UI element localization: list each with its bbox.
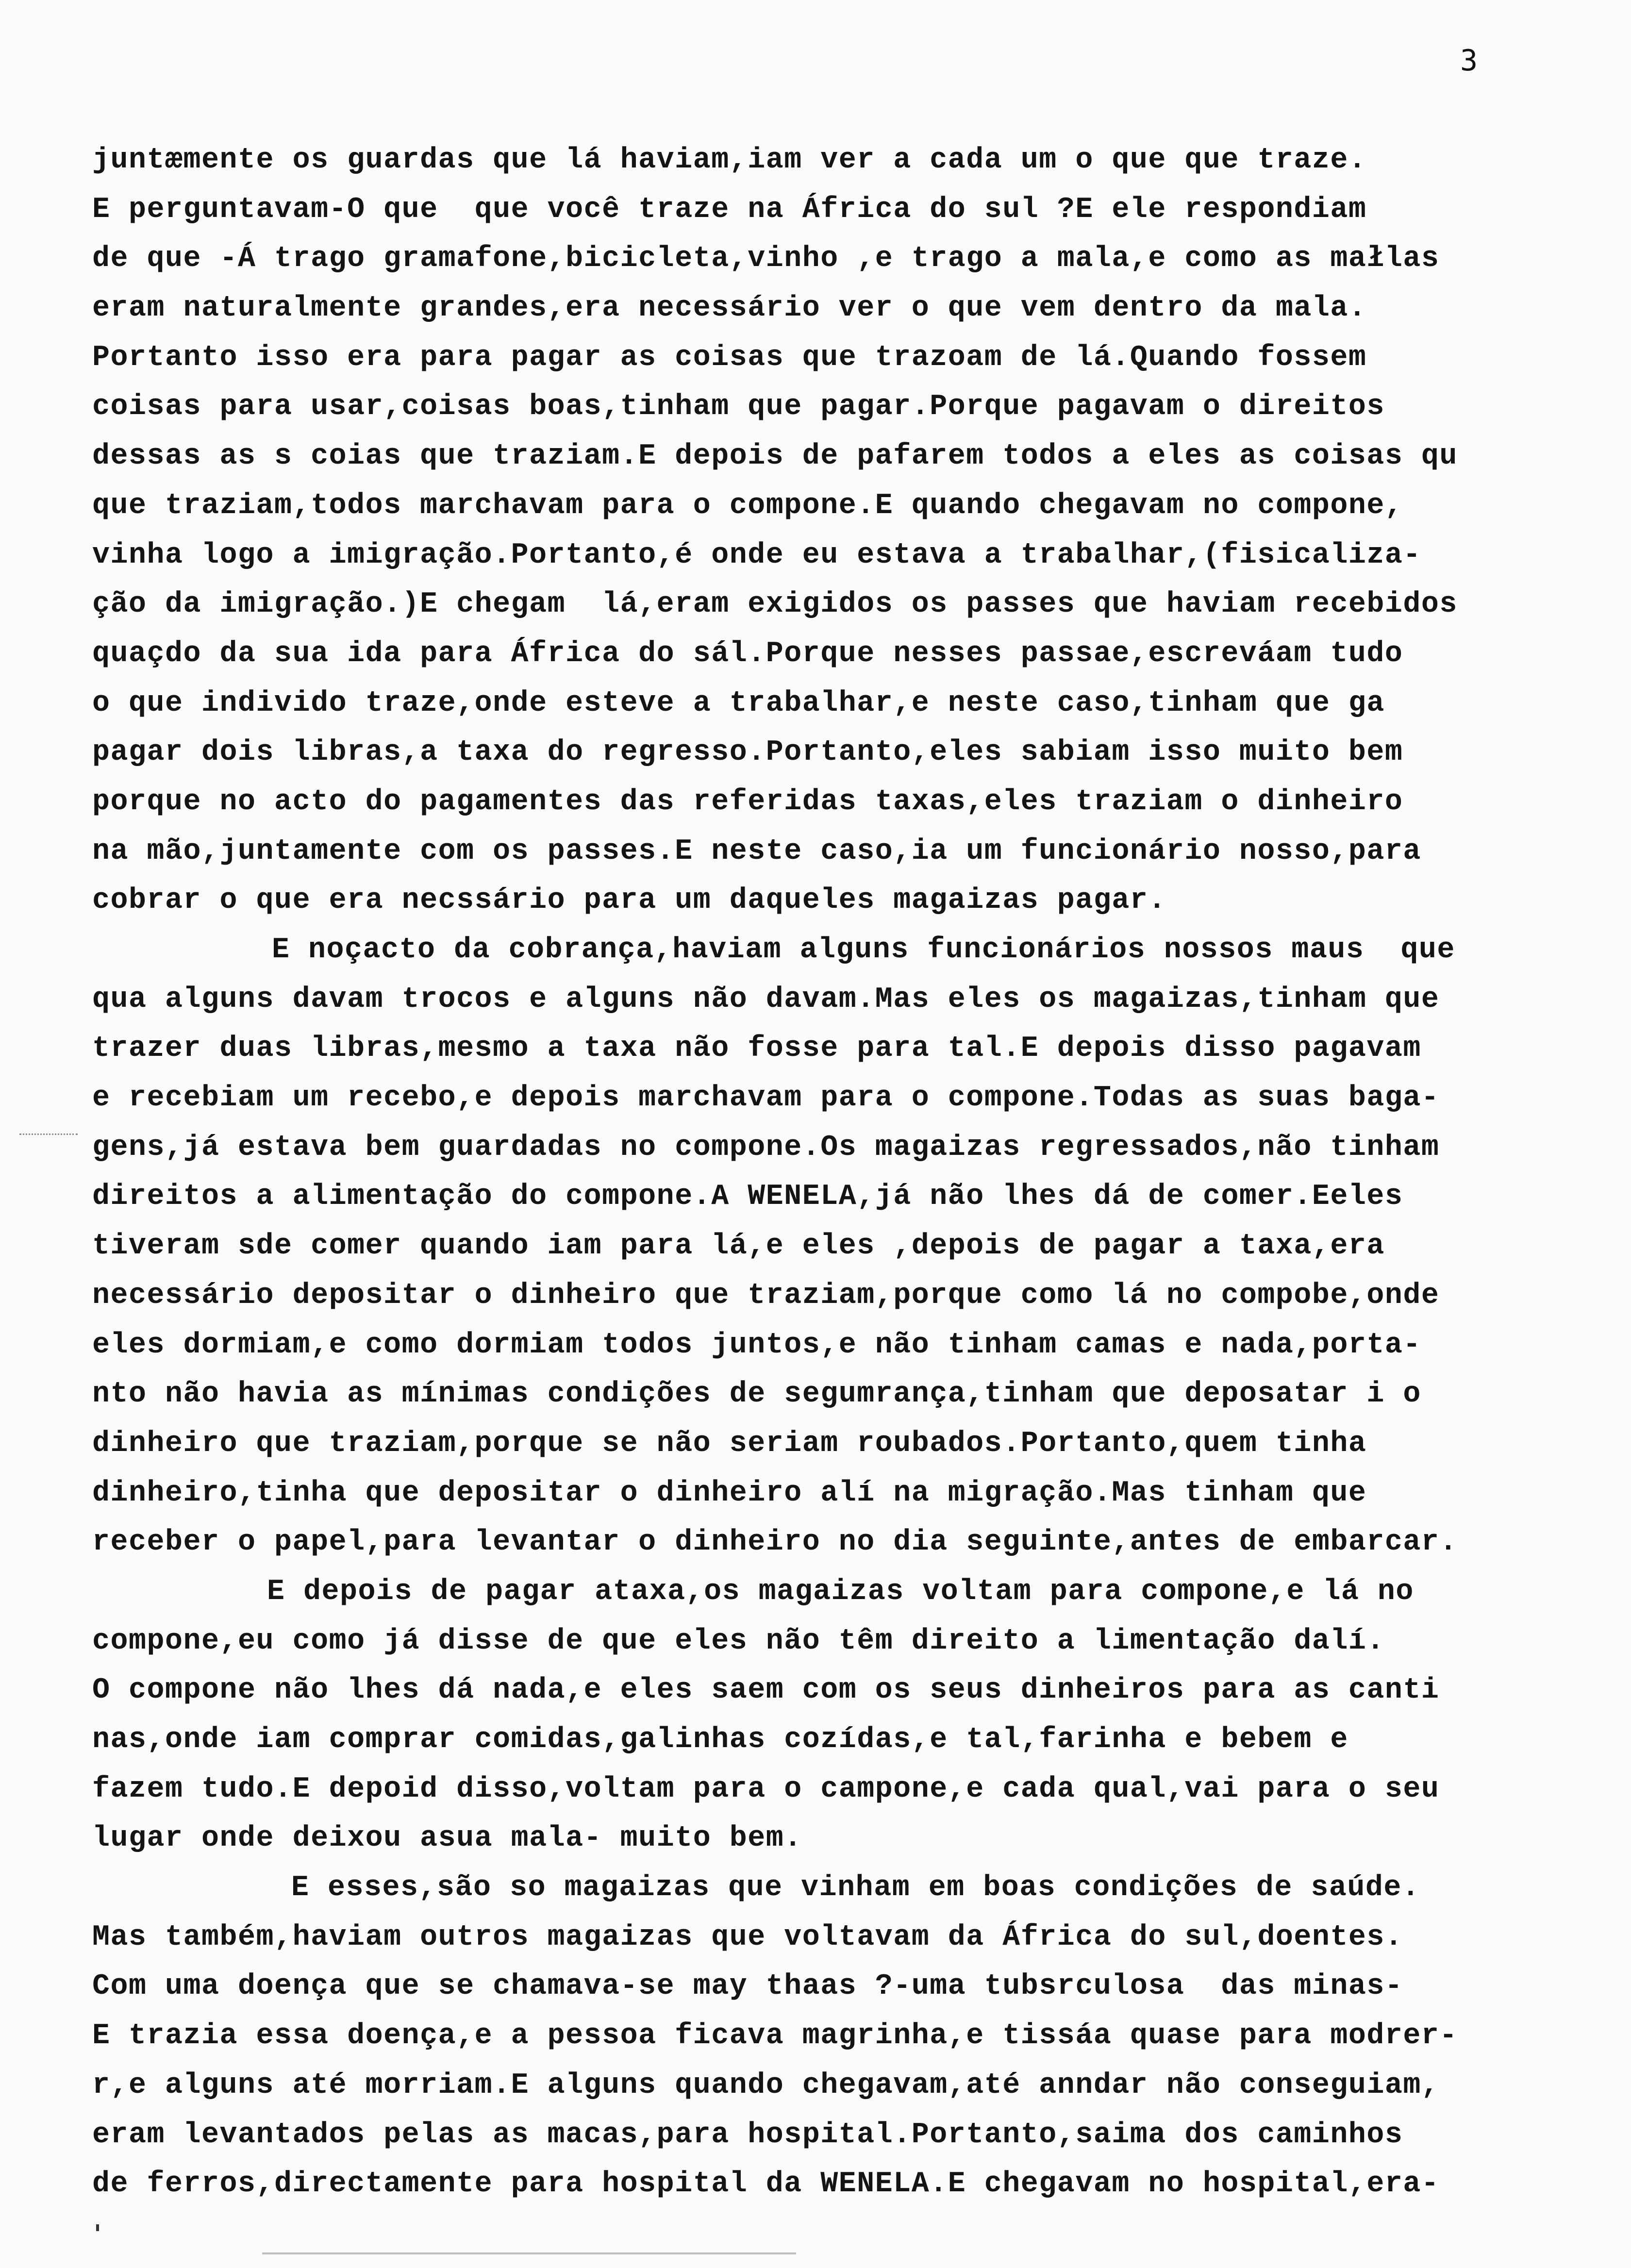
text-line: eram naturalmente grandes,era necessário ver o que vem dentro da mala. (92, 292, 1367, 325)
text-line: fazem tudo.E depoid disso,voltam para o campone,e cada qual,vai para o seu (92, 1772, 1440, 1806)
text-line: dinheiro que traziam,porque se não seriam roubados.Portanto,quem tinha (92, 1427, 1367, 1460)
text-line: eram levantados pelas as macas,para hospital.Portanto,saima dos caminhos (92, 2118, 1403, 2151)
typewritten-text (92, 136, 1597, 2209)
bottom-scan-artifact (262, 2252, 796, 2254)
text-line: lugar onde deixou asua mala- muito bem. (92, 1822, 802, 1855)
text-line: pagar dois libras,a taxa do regresso.Portanto,eles sabiam isso muito bem (92, 736, 1403, 769)
text-line: cobrar o que era necssário para um daqueles magaizas pagar. (92, 884, 1166, 917)
text-line: Mas também,haviam outros magaizas que voltavam da África do sul,doentes. (92, 1920, 1403, 1954)
paragraph-start-line: E depois de pagar ataxa,os magaizas voltam para compone,e lá no (267, 1575, 1414, 1608)
text-line: Portanto isso era para pagar as coisas que trazoam de lá.Quando fossem (92, 341, 1367, 374)
text-line: dessas as s coias que traziam.E depois de pafarem todos a eles as coisas qu (92, 440, 1458, 473)
text-line: receber o papel,para levantar o dinheiro no dia seguinte,antes de embarcar. (92, 1526, 1458, 1559)
text-line: que traziam,todos marchavam para o compone.E quando chegavam no compone, (92, 489, 1403, 522)
text-line: trazer duas libras,mesmo a taxa não fosse para tal.E depois disso pagavam (92, 1032, 1421, 1066)
text-line: gens,já estava bem guardadas no compone.Os magaizas regressados,não tinham (92, 1131, 1440, 1164)
text-line: coisas para usar,coisas boas,tinham que pagar.Porque pagavam o direitos (92, 390, 1385, 424)
text-line: nas,onde iam comprar comidas,galinhas cozídas,e tal,farinha e bebem e (92, 1723, 1348, 1756)
text-line: quaçdo da sua ida para África do sál.Porque nesses passae,escreváam tudo (92, 637, 1403, 670)
text-line: nto não havia as mínimas condições de segumrança,tinham que deposatar i o (92, 1378, 1421, 1411)
paragraph-start-line: E esses,são so magaizas que vinham em boas condições de saúde. (291, 1871, 1420, 1905)
text-line: dinheiro,tinha que depositar o dinheiro alí na migração.Mas tinham que (92, 1476, 1367, 1510)
text-line: qua alguns davam trocos e alguns não davam.Mas eles os magaizas,tinham que (92, 983, 1440, 1016)
text-line: tiveram sde comer quando iam para lá,e eles ,depois de pagar a taxa,era (92, 1230, 1385, 1263)
paragraph-start-line: E noçacto da cobrança,haviam alguns funcionários nossos maus que (272, 934, 1455, 967)
text-line: ção da imigração.)E chegam lá,eram exigidos os passes que haviam recebidos (92, 588, 1458, 621)
text-line: juntæmente os guardas que lá haviam,iam ver a cada um o que que traze. (92, 144, 1367, 177)
text-line: e recebiam um recebo,e depois marchavam para o compone.Todas as suas baga- (92, 1082, 1440, 1115)
margin-mark (19, 1134, 78, 1135)
text-line: compone,eu como já disse de que eles não têm direito a limentação dalí. (92, 1624, 1385, 1658)
text-line: eles dormiam,e como dormiam todos juntos,e não tinham camas e nada,porta- (92, 1328, 1421, 1362)
text-line: vinha logo a imigração.Portanto,é onde eu estava a trabalhar,(fisicaliza- (92, 538, 1421, 572)
text-line: de ferros,directamente para hospital da WENELA.E chegavam no hospital,era- (92, 2168, 1440, 2201)
text-line: de que -Á trago gramafone,bicicleta,vinho ,e trago a mala,e como as małlas (92, 242, 1440, 276)
text-line: E perguntavam-O que que você traze na África do sul ?E ele respondiam (92, 193, 1367, 226)
text-line: o que individo traze,onde esteve a trabalhar,e neste caso,tinham que ga (92, 686, 1385, 720)
text-line: na mão,juntamente com os passes.E neste caso,ia um funcionário nosso,para (92, 834, 1421, 868)
text-line: E trazia essa doença,e a pessoa ficava magrinha,e tissáa quase para modrer- (92, 2019, 1458, 2053)
page-number: 3 (1460, 44, 1478, 78)
text-line: r,e alguns até morriam.E alguns quando chegavam,até anndar não conseguiam, (92, 2068, 1440, 2102)
text-line: Com uma doença que se chamava-se may thaas ?-uma tubsrculosa das minas- (92, 1970, 1403, 2003)
text-line: O compone não lhes dá nada,e eles saem com os seus dinheiros para as canti (92, 1674, 1440, 1707)
text-line: porque no acto do pagamentes das referidas taxas,eles traziam o dinheiro (92, 785, 1403, 818)
ink-speck (96, 2224, 99, 2231)
text-line: direitos a alimentação do compone.A WENELA,já não lhes dá de comer.Eeles (92, 1180, 1403, 1214)
text-line: necessário depositar o dinheiro que traziam,porque como lá no compobe,onde (92, 1279, 1440, 1312)
